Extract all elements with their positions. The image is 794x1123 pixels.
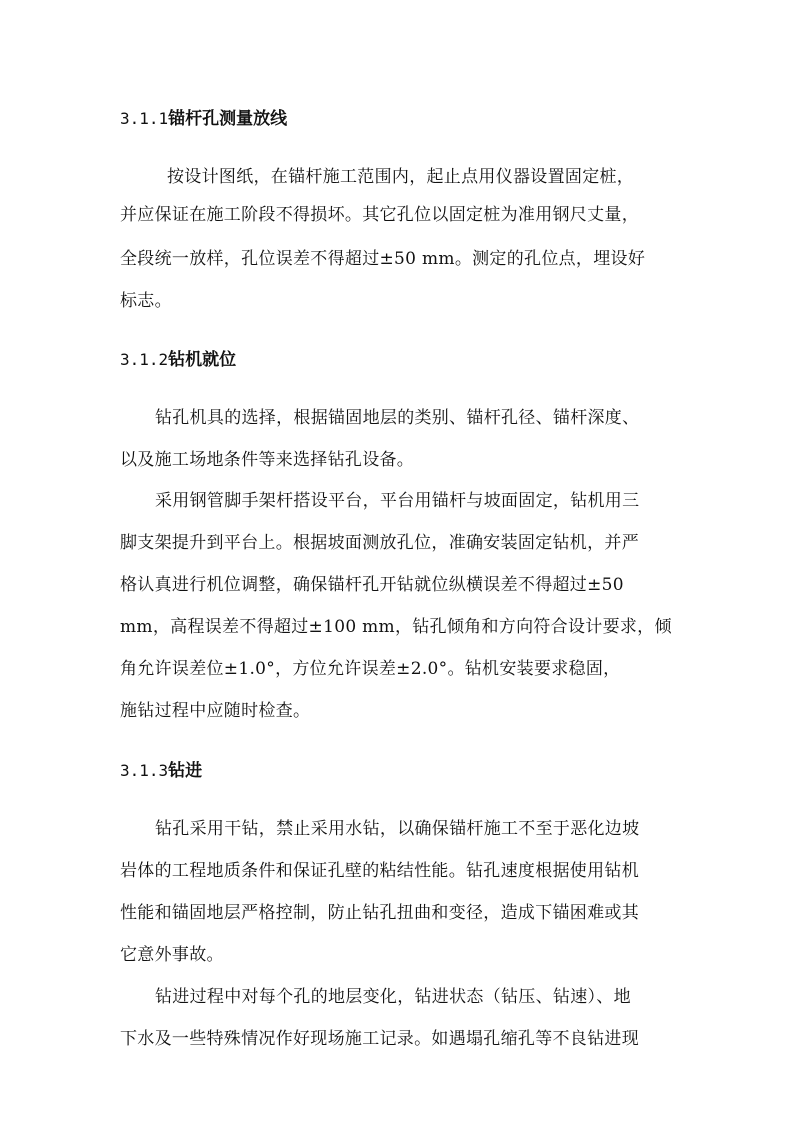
paragraph-line: 钻孔机具的选择，根据锚固地层的类别、锚杆孔径、锚杆深度、 xyxy=(155,408,640,428)
section-number: 3.1.3 xyxy=(120,761,169,780)
section-heading-3-1-2 xyxy=(120,348,236,372)
section-title: 钻进 xyxy=(168,761,203,781)
section-number: 3.1.1 xyxy=(120,109,169,128)
paragraph-line: 它意外事故。 xyxy=(120,945,224,965)
paragraph-line: 格认真进行机位调整，确保锚杆孔开钻就位纵横误差不得超过±50 xyxy=(120,575,624,595)
paragraph-line: 施钻过程中应随时检查。 xyxy=(120,701,311,721)
paragraph-line: 钻进过程中对每个孔的地层变化，钻进状态（钻压、钻速）、地 xyxy=(155,987,631,1007)
paragraph-line: 角允许误差位±1.0°，方位允许误差±2.0°。钻机安装要求稳固， xyxy=(120,659,621,679)
paragraph-line: mm，高程误差不得超过±100 mm，钻孔倾角和方向符合设计要求，倾 xyxy=(120,617,672,637)
paragraph-line: 按设计图纸，在锚杆施工范围内，起止点用仪器设置固定桩， xyxy=(167,167,635,187)
section-number: 3.1.2 xyxy=(120,350,169,369)
paragraph-line: 采用钢管脚手架杆搭设平台，平台用锚杆与坡面固定，钻机用三 xyxy=(155,491,640,511)
paragraph-line: 脚支架提升到平台上。根据坡面测放孔位，准确安装固定钻机，并严 xyxy=(120,533,639,553)
paragraph-line: 性能和锚固地层严格控制，防止钻孔扭曲和变径，造成下锚困难或其 xyxy=(120,903,639,923)
paragraph-line: 以及施工场地条件等来选择钻孔设备。 xyxy=(120,450,415,470)
paragraph-line: 全段统一放样，孔位误差不得超过±50 mm。测定的孔位点，埋设好 xyxy=(120,249,646,269)
paragraph-line: 钻孔采用干钻，禁止采用水钻，以确保锚杆施工不至于恶化边坡 xyxy=(155,819,640,839)
section-title: 钻机就位 xyxy=(168,350,237,370)
section-title: 锚杆孔测量放线 xyxy=(168,109,288,129)
paragraph-line: 岩体的工程地质条件和保证孔壁的粘结性能。钻孔速度根据使用钻机 xyxy=(120,861,639,881)
paragraph-line: 并应保证在施工阶段不得损坏。其它孔位以固定桩为准用钢尺丈量， xyxy=(120,205,639,225)
section-heading-3-1-1 xyxy=(120,107,287,131)
section-heading-3-1-3 xyxy=(120,759,202,783)
paragraph-line: 下水及一些特殊情况作好现场施工记录。如遇塌孔缩孔等不良钻进现 xyxy=(120,1029,639,1049)
paragraph-line: 标志。 xyxy=(120,291,172,311)
